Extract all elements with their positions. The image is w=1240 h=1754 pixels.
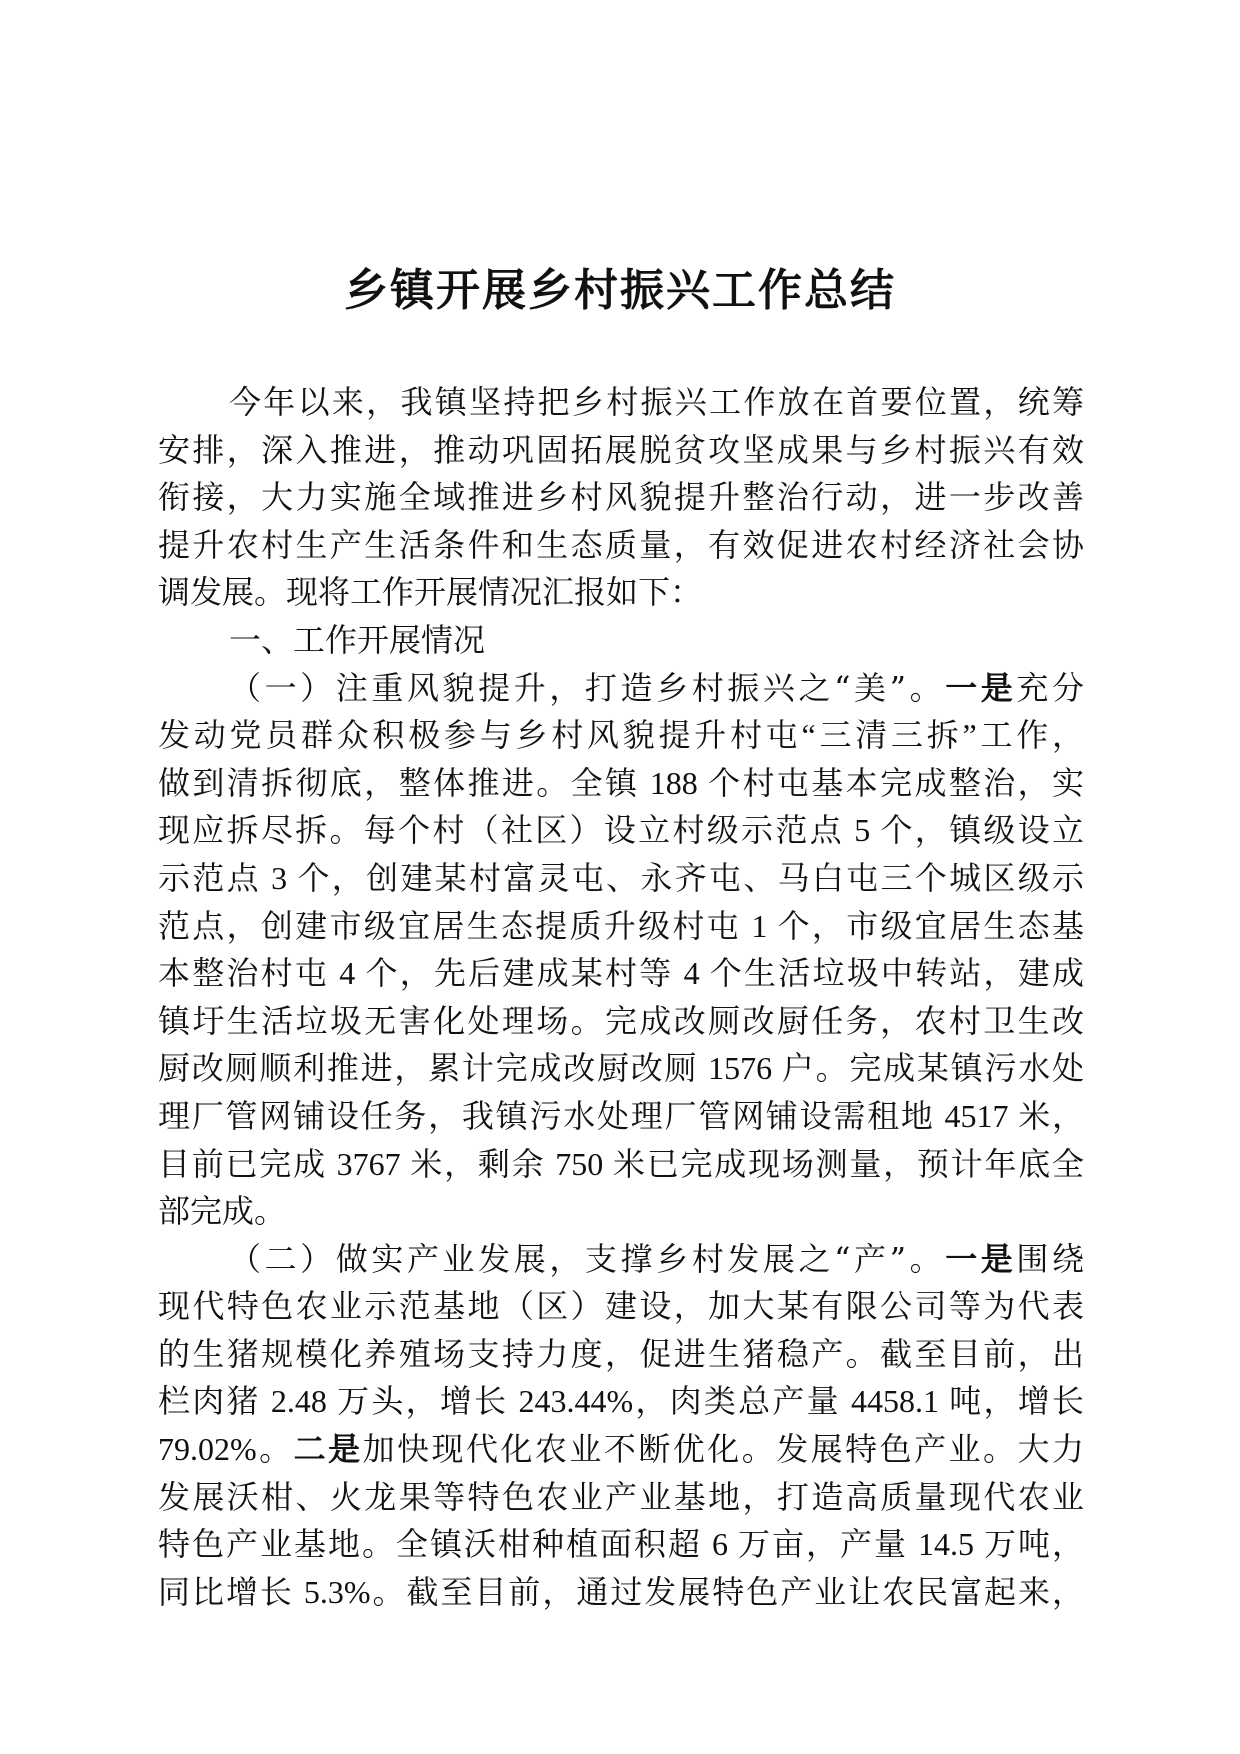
line-text: 围绕 <box>1016 1240 1084 1277</box>
paragraph-line: 范点，创建市级宜居生态提质升级村屯 1 个，市级宜居生态基 <box>158 907 1084 944</box>
subsection-heading: （一）注重风貌提升，打造乡村振兴之“美”。 <box>229 668 946 707</box>
subsection-heading: （二）做实产业发展，支撑乡村发展之“产”。 <box>229 1239 946 1278</box>
paragraph-line: 理厂管网铺设任务，我镇污水处理厂管网铺设需租地 4517 米， <box>158 1097 1084 1134</box>
paragraph-line: 特色产业基地。全镇沃柑种植面积超 6 万亩，产量 14.5 万吨， <box>158 1526 1084 1563</box>
paragraph-line: 的生猪规模化养殖场支持力度，促进生猪稳产。截至目前，出 <box>158 1335 1084 1372</box>
paragraph-line <box>158 665 1084 713</box>
lead-marker: 二是 <box>293 1431 363 1468</box>
line-text: 加快现代化农业不断优化。发展特色产业。大力 <box>362 1431 1084 1468</box>
section-2-paragraph <box>158 1236 1084 1617</box>
section-heading: 一、工作开展情况 <box>229 620 486 659</box>
paragraph-line: 调发展。现将工作开展情况汇报如下： <box>158 574 703 611</box>
paragraph-line: 本整治村屯 4 个，先后建成某村等 4 个生活垃圾中转站，建成 <box>158 955 1084 992</box>
paragraph-line: 目前已完成 3767 米，剩余 750 米已完成现场测量，预计年底全 <box>158 1145 1084 1182</box>
paragraph-line: 同比增长 5.3%。截至目前，通过发展特色产业让农民富起来， <box>158 1573 1084 1610</box>
line-text: 充分 <box>1016 669 1084 706</box>
lead-marker: 一是 <box>945 669 1017 706</box>
paragraph-line: 发动党员群众积极参与乡村风貌提升村屯“三清三拆”工作， <box>158 717 1084 754</box>
document-body <box>158 379 1084 1616</box>
paragraph-line: 镇圩生活垃圾无害化处理场。完成改厕改厨任务，农村卫生改 <box>158 1002 1084 1039</box>
paragraph-line: 栏肉猪 2.48 万头，增长 243.44%，肉类总产量 4458.1 吨，增长 <box>158 1383 1084 1420</box>
paragraph-line: 发展沃柑、火龙果等特色农业产业基地，打造高质量现代农业 <box>158 1478 1084 1515</box>
paragraph-line: 衔接，大力实施全域推进乡村风貌提升整治行动，进一步改善 <box>158 479 1084 516</box>
paragraph-line: 现应拆尽拆。每个村（社区）设立村级示范点 5 个，镇级设立 <box>158 812 1084 849</box>
paragraph-line: 安排，深入推进，推动巩固拓展脱贫攻坚成果与乡村振兴有效 <box>158 431 1084 468</box>
lead-marker: 一是 <box>945 1240 1017 1277</box>
paragraph-line: 厨改厕顺利推进，累计完成改厨改厕 1576 户。完成某镇污水处 <box>158 1050 1084 1087</box>
paragraph-line: 示范点 3 个，创建某村富灵屯、永齐屯、马白屯三个城区级示 <box>158 859 1084 896</box>
paragraph-line: 今年以来，我镇坚持把乡村振兴工作放在首要位置，统筹 <box>229 384 1084 420</box>
line-text: 79.02%。 <box>158 1431 294 1468</box>
paragraph-line: 做到清拆彻底，整体推进。全镇 188 个村屯基本完成整治，实 <box>158 764 1084 801</box>
paragraph-line: 提升农村生产生活条件和生态质量，有效促进农村经济社会协 <box>158 526 1084 563</box>
paragraph-line: 部完成。 <box>158 1193 287 1230</box>
document-title: 乡镇开展乡村振兴工作总结 <box>344 265 896 316</box>
paragraph-line <box>158 1236 1084 1284</box>
section-1-paragraph <box>158 665 1084 1236</box>
paragraph-line: 现代特色农业示范基地（区）建设，加大某有限公司等为代表 <box>158 1288 1084 1325</box>
intro-paragraph <box>158 379 1084 617</box>
paragraph-line <box>158 1426 1084 1474</box>
